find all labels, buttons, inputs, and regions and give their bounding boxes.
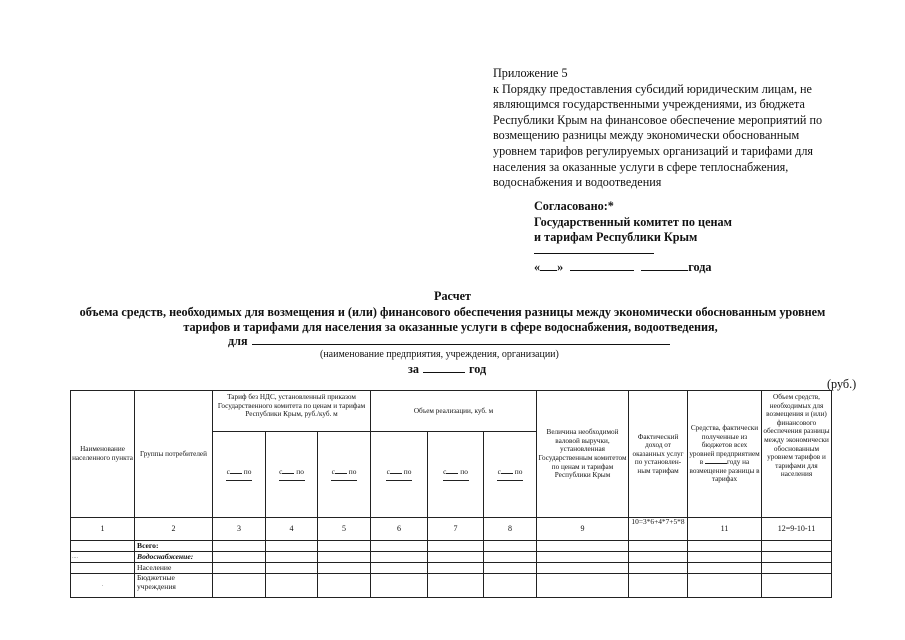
appendix-line: населения за оказанные услуги в сфере теплоснабжения, <box>493 159 789 174</box>
column-number: 12=9-10-11 <box>762 518 832 541</box>
date-blank <box>335 473 347 474</box>
period-to: по <box>403 467 412 477</box>
document-heading: Расчет <box>434 289 471 303</box>
organization-blank <box>252 334 670 345</box>
volume-period-2 <box>428 432 484 518</box>
column-number: 9 <box>537 518 629 541</box>
calculation-table <box>70 390 832 598</box>
header-groups: Группы потребителей <box>135 391 213 518</box>
for-label: для <box>228 334 248 348</box>
table-cell <box>428 574 484 598</box>
table-cell <box>266 552 318 563</box>
table-cell <box>537 541 629 552</box>
table-row <box>71 574 832 598</box>
table-cell <box>71 541 135 552</box>
tariff-period-1 <box>213 432 266 518</box>
document-title-line-1: объема средств, необходимых для возмещения и (или) финансового обеспечения разницы между экономически обоснованным уровнем <box>79 305 826 319</box>
table-cell <box>537 552 629 563</box>
header-settlement: Наименование населенного пункта <box>71 391 135 518</box>
appendix-line: возмещению разницы между экономически обоснованным <box>493 128 800 143</box>
table-cell <box>428 541 484 552</box>
table-cell <box>762 541 832 552</box>
date-month-blank <box>570 259 634 271</box>
table-cell <box>688 541 762 552</box>
column-number: 3 <box>213 518 266 541</box>
period-to: по <box>348 467 357 477</box>
column-number: 8 <box>484 518 537 541</box>
funds-received-text-2: году на возмещение разницы в тарифах <box>689 458 760 484</box>
table-cell <box>484 552 537 563</box>
row-population-label: Население <box>135 563 213 574</box>
period-suffix: год <box>469 362 487 376</box>
table-row <box>71 563 832 574</box>
appendix-line: являющимся государственными учреждениями, из бюджета <box>493 97 805 112</box>
table-cell <box>213 563 266 574</box>
volume-period-3 <box>484 432 537 518</box>
table-cell <box>629 541 688 552</box>
column-number: 1 <box>71 518 135 541</box>
date-blank <box>390 473 402 474</box>
table-cell <box>484 541 537 552</box>
column-number: 4 <box>266 518 318 541</box>
date-year-label: года <box>688 260 712 274</box>
table-cell <box>629 552 688 563</box>
committee-line-1: Государственный комитет по ценам <box>534 214 732 229</box>
table-cell <box>371 541 428 552</box>
committee-line-2: и тарифам Республики Крым <box>534 230 698 245</box>
date-open-quote: « <box>534 260 541 274</box>
period-from: с <box>497 467 501 477</box>
agreed-label: Согласовано:* <box>534 199 614 213</box>
table-cell <box>762 563 832 574</box>
table-cell <box>762 574 832 598</box>
period-year-blank <box>423 362 465 373</box>
table-cell <box>318 541 371 552</box>
period-from: с <box>331 467 335 477</box>
volume-period-1 <box>371 432 428 518</box>
organization-line <box>228 334 670 349</box>
table-cell <box>213 574 266 598</box>
scan-mark: . <box>71 574 135 598</box>
table-row <box>71 541 832 552</box>
column-number: 10=3*6+4*7+5*8 <box>629 518 688 541</box>
period-from: с <box>386 467 390 477</box>
table-cell <box>428 563 484 574</box>
column-number-row <box>71 518 832 541</box>
table-cell <box>428 552 484 563</box>
tariff-period-2 <box>266 432 318 518</box>
row-total-label: Всего: <box>135 541 213 552</box>
approval-block <box>534 199 732 246</box>
header-funds-required: Объем средств, необходимых для возмещения и (или) финансового обеспечения разницы между экономически обоснованным уровнем тарифов и тарифами для населения <box>762 391 832 518</box>
appendix-line: Республики Крым на финансовое обеспечение мероприятий по <box>493 112 823 127</box>
period-to: по <box>296 467 304 477</box>
table-cell <box>371 574 428 598</box>
table-cell <box>266 563 318 574</box>
currency-unit: (руб.) <box>827 377 857 391</box>
appendix-line: водоснабжения и водоотведения <box>493 175 662 190</box>
date-blank <box>226 480 252 481</box>
column-number: 11 <box>688 518 762 541</box>
row-budget-institutions-label: Бюджетные учреждения <box>135 574 213 598</box>
period-to: по <box>460 467 468 477</box>
table-cell <box>629 563 688 574</box>
date-close-quote: » <box>557 260 564 274</box>
column-number: 6 <box>371 518 428 541</box>
header-volume: Объем реализации, куб. м <box>371 391 537 432</box>
table-cell <box>266 541 318 552</box>
appendix-title: Приложение 5 <box>493 66 568 80</box>
header-funds-received <box>688 391 762 518</box>
date-year-blank <box>641 259 688 271</box>
date-blank <box>230 473 242 474</box>
date-blank <box>446 473 458 474</box>
table-cell <box>688 574 762 598</box>
document-title-line-2: тарифов и тарифами для населения за оказанные услуги в сфере водоснабжения, водоотведения, <box>183 320 718 334</box>
table-cell <box>213 541 266 552</box>
appendix-line: к Порядку предоставления субсидий юридическим лицам, не <box>493 81 812 96</box>
table-cell <box>318 563 371 574</box>
table-cell <box>71 563 135 574</box>
header-tariff: Тариф без НДС, установленный приказом Государственного комитета по ценам и тарифам Республики Крым, руб./куб. м <box>213 391 371 432</box>
approval-date-line <box>534 259 712 275</box>
table-cell <box>371 552 428 563</box>
date-blank <box>386 480 412 481</box>
appendix-block <box>493 66 853 191</box>
header-revenue: Величина необходимой валовой выручки, установленная Государственным комитетом по ценам и тарифам Республики Крым <box>537 391 629 518</box>
period-from: с <box>226 467 230 477</box>
table-row <box>71 552 832 563</box>
period-label: за <box>408 362 419 376</box>
organization-caption: (наименование предприятия, учреждения, организации) <box>320 349 559 360</box>
date-blank <box>282 473 294 474</box>
table-cell <box>688 552 762 563</box>
date-blank <box>497 480 523 481</box>
column-number: 5 <box>318 518 371 541</box>
signature-line <box>534 253 654 254</box>
appendix-line: уровнем тарифов регулируемых организаций и тарифами для <box>493 143 814 158</box>
column-number: 7 <box>428 518 484 541</box>
tariff-period-3 <box>318 432 371 518</box>
table-cell <box>371 563 428 574</box>
table-cell <box>629 574 688 598</box>
date-blank <box>501 473 513 474</box>
date-blank <box>443 480 469 481</box>
period-from: с <box>279 467 283 477</box>
row-water-supply-label: Водоснабжение: <box>135 552 213 563</box>
period-to: по <box>243 467 252 477</box>
period-to: по <box>514 467 523 477</box>
table-cell <box>266 574 318 598</box>
period-from: с <box>443 467 447 477</box>
column-number: 2 <box>135 518 213 541</box>
table-cell <box>537 574 629 598</box>
header-actual-income: Фактический доход от оказанных услуг по установлен-ным тарифам <box>629 391 688 518</box>
date-blank <box>331 480 357 481</box>
date-day-blank <box>540 259 557 271</box>
table-cell <box>484 574 537 598</box>
date-blank <box>279 480 305 481</box>
table-cell <box>484 563 537 574</box>
funds-received-text-1: Средства, фактически полученные из бюджетов всех уровней предприятием в <box>689 423 760 467</box>
table-cell <box>213 552 266 563</box>
table-cell <box>318 574 371 598</box>
period-line <box>408 362 486 377</box>
scan-mark: .... <box>71 552 135 563</box>
table-cell <box>688 563 762 574</box>
year-blank <box>705 463 727 464</box>
table-cell <box>537 563 629 574</box>
table-cell <box>762 552 832 563</box>
table-cell <box>318 552 371 563</box>
